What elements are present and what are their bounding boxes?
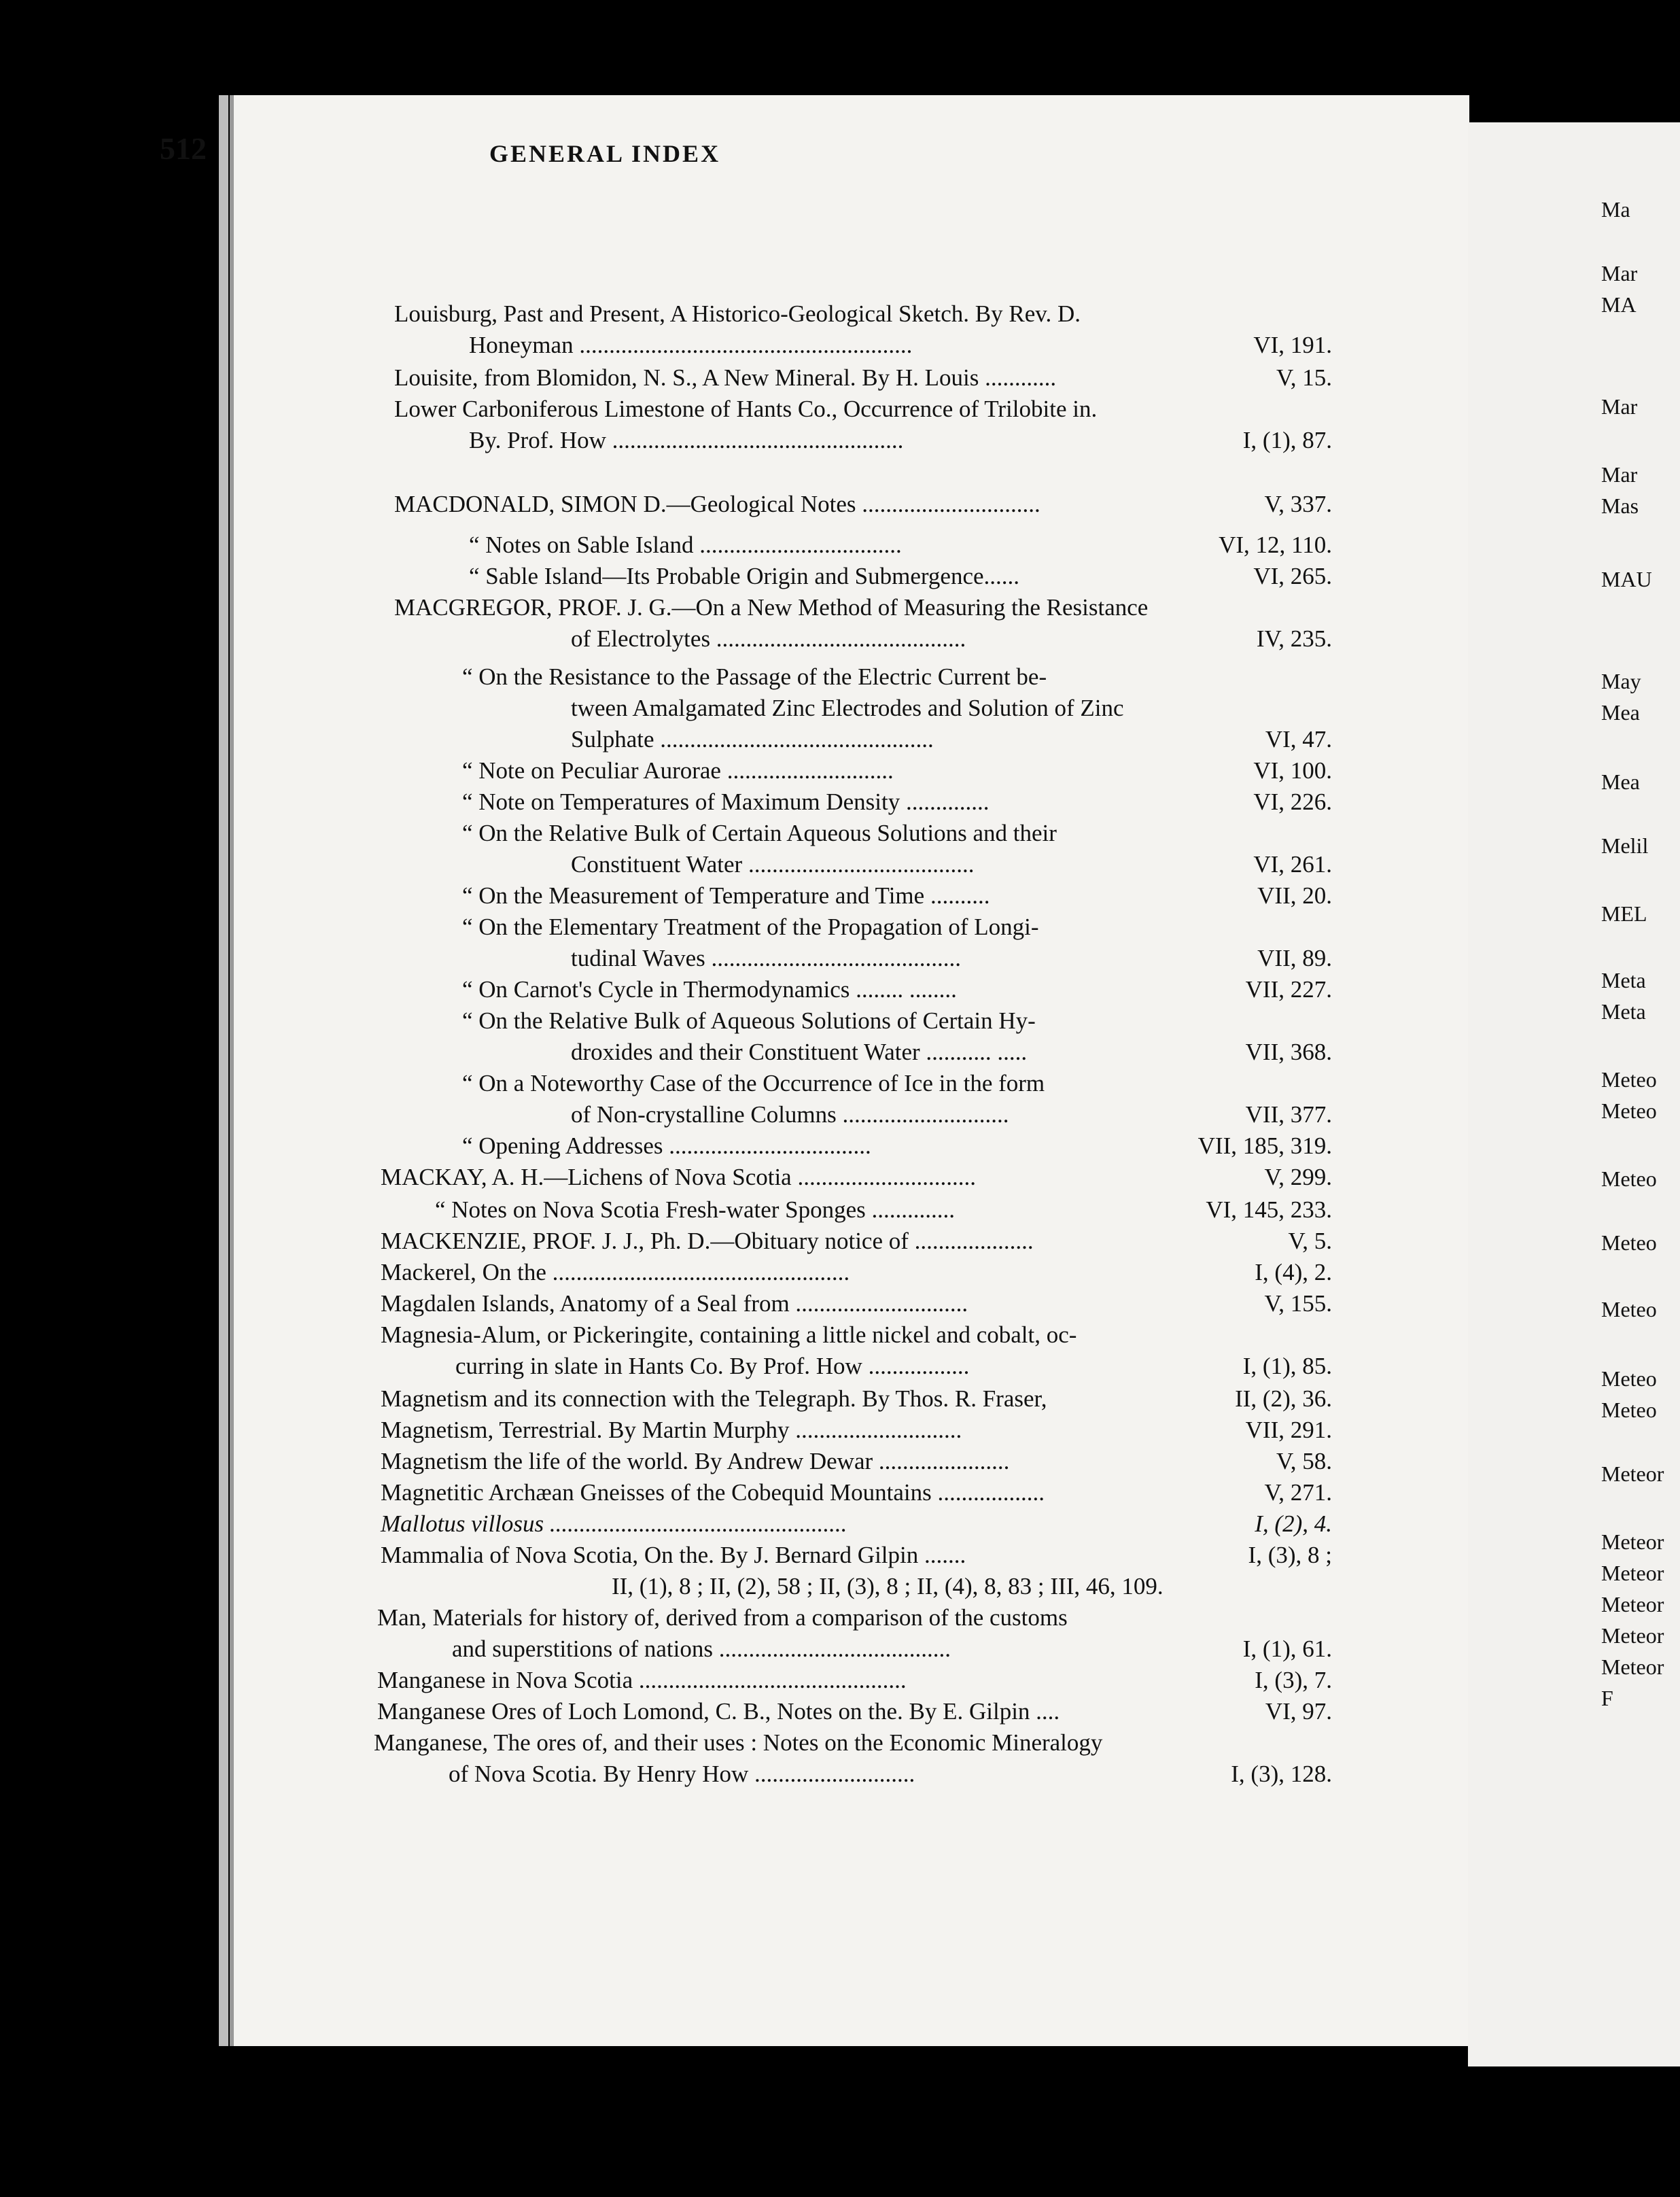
index-line: [462, 1131, 1332, 1161]
index-line-reference: V, 155.: [1264, 1290, 1332, 1317]
index-line-text: and superstitions of nations .......................................: [452, 1636, 951, 1662]
index-line-reference: VI, 265.: [1253, 563, 1332, 589]
facing-page-fragment: Meteo: [1601, 1398, 1657, 1422]
index-line: [381, 1289, 1332, 1319]
facing-page-fragment: Meteo: [1601, 1067, 1657, 1092]
index-line-reference: V, 58.: [1276, 1448, 1332, 1474]
index-line-reference: VI, 226.: [1253, 789, 1332, 815]
index-line-text: of Electrolytes ..........................................: [571, 625, 966, 652]
facing-page-fragment: Melil: [1601, 833, 1649, 858]
index-line-reference: IV, 235.: [1256, 625, 1332, 652]
index-line-text: Sulphate ..............................................: [571, 726, 934, 752]
index-line: [381, 1226, 1332, 1256]
index-line: [462, 1069, 1332, 1098]
facing-page-fragment: Mea: [1601, 700, 1640, 725]
running-title: GENERAL INDEX: [489, 140, 721, 167]
index-line-text: MACKENZIE, PROF. J. J., Ph. D.—Obituary notice of ....................: [381, 1228, 1034, 1254]
facing-page-fragment: Ma: [1601, 197, 1630, 222]
facing-page-fragment: MEL: [1601, 901, 1647, 926]
index-line-text: “ On the Elementary Treatment of the Propagation of Longi-: [462, 914, 1039, 940]
index-line: [377, 1697, 1332, 1727]
facing-page-fragment: Meteor: [1601, 1623, 1664, 1648]
index-line-text: “ Notes on Nova Scotia Fresh-water Sponges ..............: [435, 1196, 956, 1223]
index-line: [394, 363, 1332, 393]
facing-page-fragment: Meteor: [1601, 1592, 1664, 1616]
index-line-text: of Non-crystalline Columns ............................: [571, 1101, 1009, 1128]
index-line-reference: VII, 377.: [1245, 1101, 1332, 1128]
index-line-reference: I, (4), 2.: [1255, 1259, 1332, 1285]
index-line: [571, 1037, 1332, 1067]
index-line-reference: I, (3), 128.: [1231, 1761, 1332, 1787]
index-line-text: Man, Materials for history of, derived from a comparison of the customs: [377, 1604, 1068, 1631]
index-line-reference: VI, 97.: [1265, 1698, 1332, 1725]
facing-page-fragment: Mas: [1601, 494, 1639, 518]
index-line-text: “ On the Resistance to the Passage of the Electric Current be-: [462, 663, 1047, 690]
index-line: [381, 1415, 1332, 1445]
page-number: 512: [160, 131, 207, 166]
index-line: [381, 1540, 1332, 1570]
index-line-text: curring in slate in Hants Co. By Prof. How .................: [455, 1353, 970, 1379]
index-line-reference: V, 15.: [1276, 364, 1332, 391]
index-line: [571, 725, 1332, 755]
index-line-text: Lower Carboniferous Limestone of Hants Co., Occurrence of Trilobite in.: [394, 396, 1098, 422]
facing-page-fragment: MA: [1601, 292, 1637, 317]
index-line-text: Magnetism and its connection with the Telegraph. By Thos. R. Fraser,: [381, 1385, 1047, 1412]
index-line-text: Mallotus villosus ..................................................: [381, 1510, 847, 1537]
index-line-text: Constituent Water ......................................: [571, 851, 975, 878]
index-line: [381, 1162, 1332, 1192]
index-line-text: MACGREGOR, PROF. J. G.—On a New Method of Measuring the Resistance: [394, 594, 1149, 621]
index-line-reference: I, (3), 7.: [1255, 1667, 1332, 1693]
index-line-text: Magnetism the life of the world. By Andrew Dewar ......................: [381, 1448, 1010, 1474]
facing-page-fragment: Mar: [1601, 261, 1638, 286]
index-line-reference: VI, 191.: [1253, 332, 1332, 358]
index-line-reference: VII, 89.: [1257, 945, 1332, 971]
index-line-text: Magdalen Islands, Anatomy of a Seal from .............................: [381, 1290, 968, 1317]
index-line-text: “ Note on Peculiar Aurorae ............................: [462, 757, 894, 784]
index-line-text: tween Amalgamated Zinc Electrodes and Solution of Zinc: [571, 695, 1124, 721]
index-line-text: of Nova Scotia. By Henry How ...........................: [449, 1761, 915, 1787]
index-line-reference: VI, 261.: [1253, 851, 1332, 878]
index-line-text: “ On the Relative Bulk of Aqueous Solutions of Certain Hy-: [462, 1007, 1036, 1034]
index-line: [571, 693, 1332, 723]
index-line-text: Magnetitic Archæan Gneisses of the Cobequid Mountains ..................: [381, 1479, 1045, 1506]
index-line-text: By. Prof. How .................................................: [469, 427, 904, 453]
index-line-reference: V, 271.: [1264, 1479, 1332, 1506]
index-line: [612, 1572, 1332, 1602]
index-line: [571, 624, 1332, 654]
index-line: [462, 912, 1332, 942]
index-line: [469, 330, 1332, 360]
index-line-text: Manganese Ores of Loch Lomond, C. B., Notes on the. By E. Gilpin ....: [377, 1698, 1060, 1725]
facing-page-fragment: Meteor: [1601, 1461, 1664, 1486]
index-line-text: Mackerel, On the ..................................................: [381, 1259, 850, 1285]
index-line-text: II, (1), 8 ; II, (2), 58 ; II, (3), 8 ; II, (4), 8, 83 ; III, 46, 109.: [612, 1573, 1163, 1599]
index-line: [377, 1603, 1332, 1633]
index-line: [455, 1351, 1332, 1381]
index-line: [381, 1258, 1332, 1287]
index-line-text: MACDONALD, SIMON D.—Geological Notes ..............................: [394, 491, 1040, 517]
facing-page-fragment: MAU: [1601, 567, 1652, 591]
index-line: [462, 975, 1332, 1005]
index-line-reference: VII, 291.: [1245, 1417, 1332, 1443]
index-line-text: droxides and their Constituent Water ........... .....: [571, 1039, 1028, 1065]
facing-page-fragment: Meteor: [1601, 1529, 1664, 1554]
index-line: [469, 530, 1332, 560]
index-line: [381, 1447, 1332, 1476]
index-line: [449, 1759, 1332, 1789]
index-line-text: “ On a Noteworthy Case of the Occurrence of Ice in the form: [462, 1070, 1045, 1096]
index-line: [381, 1478, 1332, 1508]
index-line-text: Mammalia of Nova Scotia, On the. By J. Bernard Gilpin .......: [381, 1542, 966, 1568]
index-line-text: Honeyman ........................................................: [469, 332, 913, 358]
index-line-reference: II, (2), 36.: [1235, 1385, 1332, 1412]
index-line: [462, 756, 1332, 786]
index-line-text: “ On the Relative Bulk of Certain Aqueous Solutions and their: [462, 820, 1057, 846]
facing-page-fragment: Mea: [1601, 769, 1640, 794]
index-line-reference: I, (1), 85.: [1242, 1353, 1332, 1379]
index-line-text: Magnesia-Alum, or Pickeringite, containing a little nickel and cobalt, oc-: [381, 1321, 1077, 1348]
facing-page-fragment: Meteor: [1601, 1655, 1664, 1679]
facing-page-fragment: Meta: [1601, 999, 1646, 1024]
index-line: [381, 1384, 1332, 1414]
facing-page-fragment: Meteo: [1601, 1366, 1657, 1391]
index-line: [377, 1665, 1332, 1695]
index-line-reference: V, 337.: [1264, 491, 1332, 517]
index-line-text: “ On Carnot's Cycle in Thermodynamics ........ ........: [462, 976, 957, 1003]
index-line-reference: VII, 20.: [1257, 882, 1332, 909]
index-line: [462, 1006, 1332, 1036]
facing-page-fragment: Meteor: [1601, 1561, 1664, 1585]
facing-page-fragment: Meteo: [1601, 1166, 1657, 1191]
index-line-text: Louisite, from Blomidon, N. S., A New Mineral. By H. Louis ............: [394, 364, 1057, 391]
facing-page-fragment: Mar: [1601, 394, 1638, 419]
index-line: [374, 1728, 1332, 1758]
index-line: [462, 662, 1332, 692]
facing-page-fragment: Meta: [1601, 968, 1646, 992]
index-line-text: Manganese in Nova Scotia .............................................: [377, 1667, 907, 1693]
index-line-text: “ Opening Addresses ..................................: [462, 1132, 871, 1159]
index-line: [381, 1320, 1332, 1350]
index-line: [452, 1634, 1332, 1664]
index-line-reference: VI, 145, 233.: [1206, 1196, 1332, 1223]
facing-page-fragment: F: [1601, 1686, 1613, 1710]
index-line-text: Louisburg, Past and Present, A Historico-Geological Sketch. By Rev. D.: [394, 300, 1081, 327]
index-line-reference: I, (1), 87.: [1242, 427, 1332, 453]
index-line-reference: V, 299.: [1264, 1164, 1332, 1190]
index-line-text: “ On the Measurement of Temperature and Time ..........: [462, 882, 990, 909]
index-line-text: MACKAY, A. H.—Lichens of Nova Scotia ..............................: [381, 1164, 976, 1190]
index-line-reference: VII, 185, 319.: [1197, 1132, 1332, 1159]
index-line: [462, 881, 1332, 911]
facing-page-fragment: May: [1601, 669, 1641, 693]
index-line-text: “ Notes on Sable Island ..................................: [469, 532, 902, 558]
index-line: [435, 1195, 1332, 1225]
index-line: [469, 426, 1332, 455]
index-line-reference: VI, 47.: [1265, 726, 1332, 752]
facing-page-fragment: Meteo: [1601, 1230, 1657, 1255]
index-line: [462, 818, 1332, 848]
index-line-reference: VII, 227.: [1245, 976, 1332, 1003]
index-line-reference: I, (1), 61.: [1242, 1636, 1332, 1662]
index-line: [394, 593, 1332, 623]
facing-page-fragment: Meteo: [1601, 1297, 1657, 1321]
facing-page-fragment: Mar: [1601, 462, 1638, 487]
index-line-text: tudinal Waves ..........................................: [571, 945, 961, 971]
index-line: [394, 489, 1332, 519]
index-line-reference: V, 5.: [1288, 1228, 1332, 1254]
index-line: [571, 850, 1332, 880]
index-line-reference: VII, 368.: [1245, 1039, 1332, 1065]
index-line: [571, 944, 1332, 973]
index-line: [394, 299, 1332, 329]
index-line-text: Manganese, The ores of, and their uses : Notes on the Economic Mineralogy: [374, 1729, 1103, 1756]
index-line-reference: I, (3), 8 ;: [1248, 1542, 1332, 1568]
index-line-text: “ Sable Island—Its Probable Origin and Submergence......: [469, 563, 1020, 589]
index-line: [394, 394, 1332, 424]
index-line-reference: VI, 12, 110.: [1219, 532, 1332, 558]
index-line: [571, 1100, 1332, 1130]
index-line-text: Magnetism, Terrestrial. By Martin Murphy ............................: [381, 1417, 962, 1443]
index-line-reference: VI, 100.: [1253, 757, 1332, 784]
index-line: [469, 561, 1332, 591]
index-line: [462, 787, 1332, 817]
index-line-text: “ Note on Temperatures of Maximum Density ..............: [462, 789, 990, 815]
index-line-reference: I, (2), 4.: [1255, 1510, 1332, 1537]
index-line: [381, 1509, 1332, 1539]
facing-page-fragment: Meteo: [1601, 1098, 1657, 1123]
